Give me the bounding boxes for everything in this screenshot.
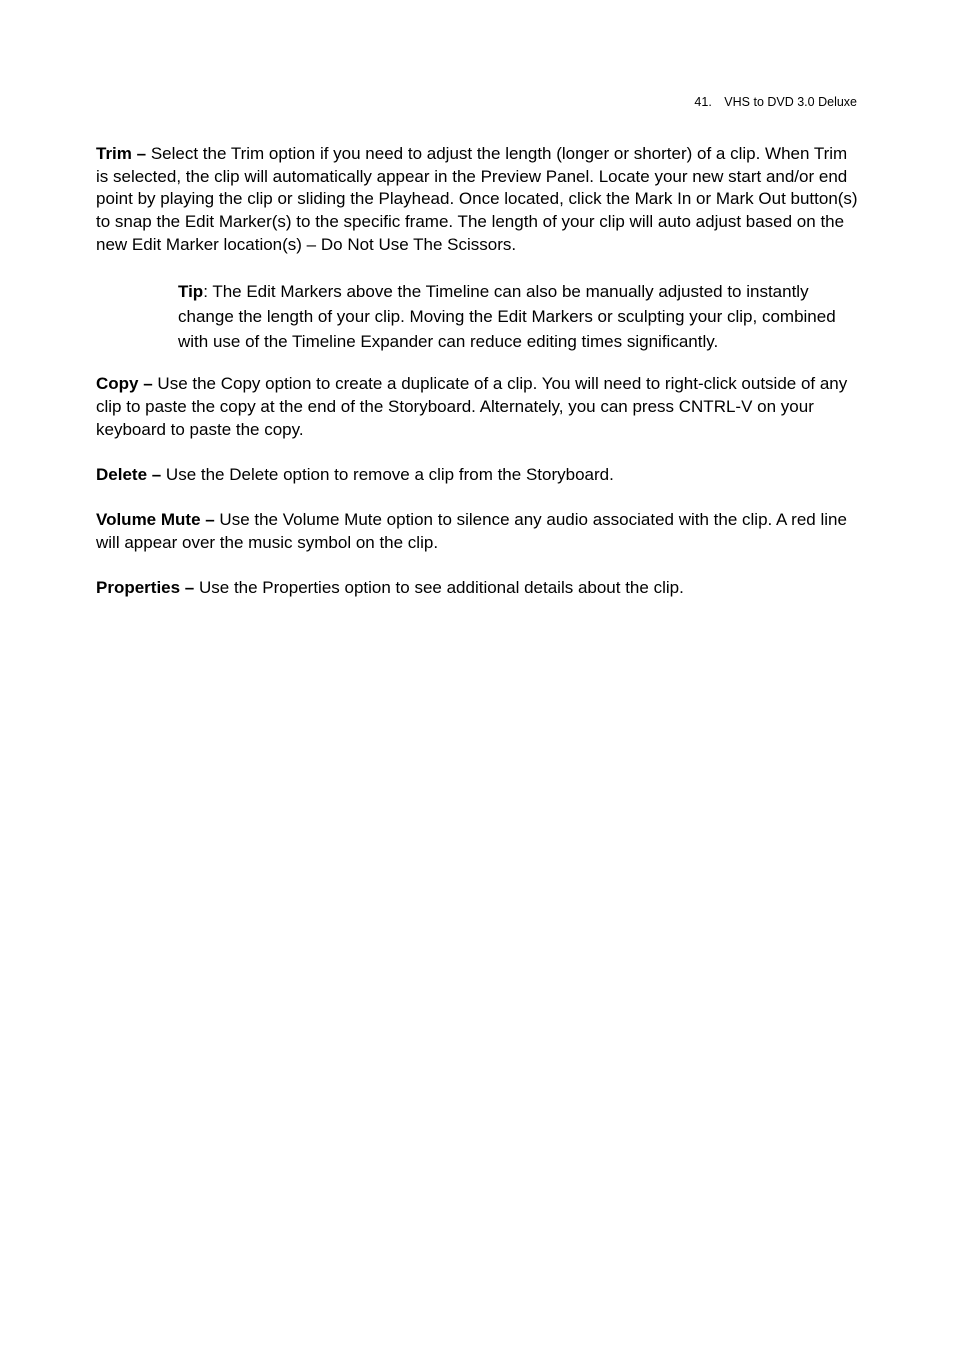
properties-term: Properties – [96, 578, 195, 598]
copy-paragraph [96, 373, 862, 441]
properties-paragraph [96, 577, 862, 600]
page-header [694, 95, 857, 109]
delete-term: Delete – [96, 465, 162, 484]
volume-mute-description: Use the Volume Mute option to silence any audio associated with the clip. A red line will appear over the music symbol on the clip. [96, 510, 847, 553]
tip-description: : The Edit Markers above the Timeline can also be manually adjusted to instantly change the length of your clip. Moving the Edit Markers or sculpting your clip, combined with use of the Timeline Expander can reduce editing times significantly. [178, 282, 836, 352]
tip-paragraph [178, 279, 858, 354]
copy-term: Copy – [96, 374, 153, 394]
tip-term: Tip [178, 282, 204, 302]
page-number: 41. [694, 95, 712, 109]
volume-mute-term: Volume Mute – [96, 510, 215, 530]
volume-mute-paragraph [96, 509, 862, 554]
trim-paragraph [96, 143, 862, 257]
properties-description: Use the Properties option to see additional details about the clip. [194, 578, 684, 598]
trim-description: Select the Trim option if you need to adjust the length (longer or shorter) of a clip. When Trim is selected, the clip will automatically appear in the Preview Panel. Locate your new start and/or end point by playing the clip or sliding the Playhead. Once located, click the Mark In or Mark Out button(s) to snap the Edit Marker(s) to the specific frame. The length of your clip will auto adjust based on the new Edit Marker location(s) – Do Not Use The Scissors. [96, 144, 858, 254]
page-body [96, 143, 862, 623]
document-title: VHS to DVD 3.0 Deluxe [724, 95, 857, 109]
delete-paragraph [96, 464, 862, 487]
trim-term: Trim – [96, 144, 147, 163]
copy-description: Use the Copy option to create a duplicate of a clip. You will need to right-click outside of any clip to paste the copy at the end of the Storyboard. Alternately, you can press CNTRL-V on your keyboard to paste the copy. [96, 374, 848, 439]
delete-description: Use the Delete option to remove a clip from the Storyboard. [161, 465, 614, 484]
